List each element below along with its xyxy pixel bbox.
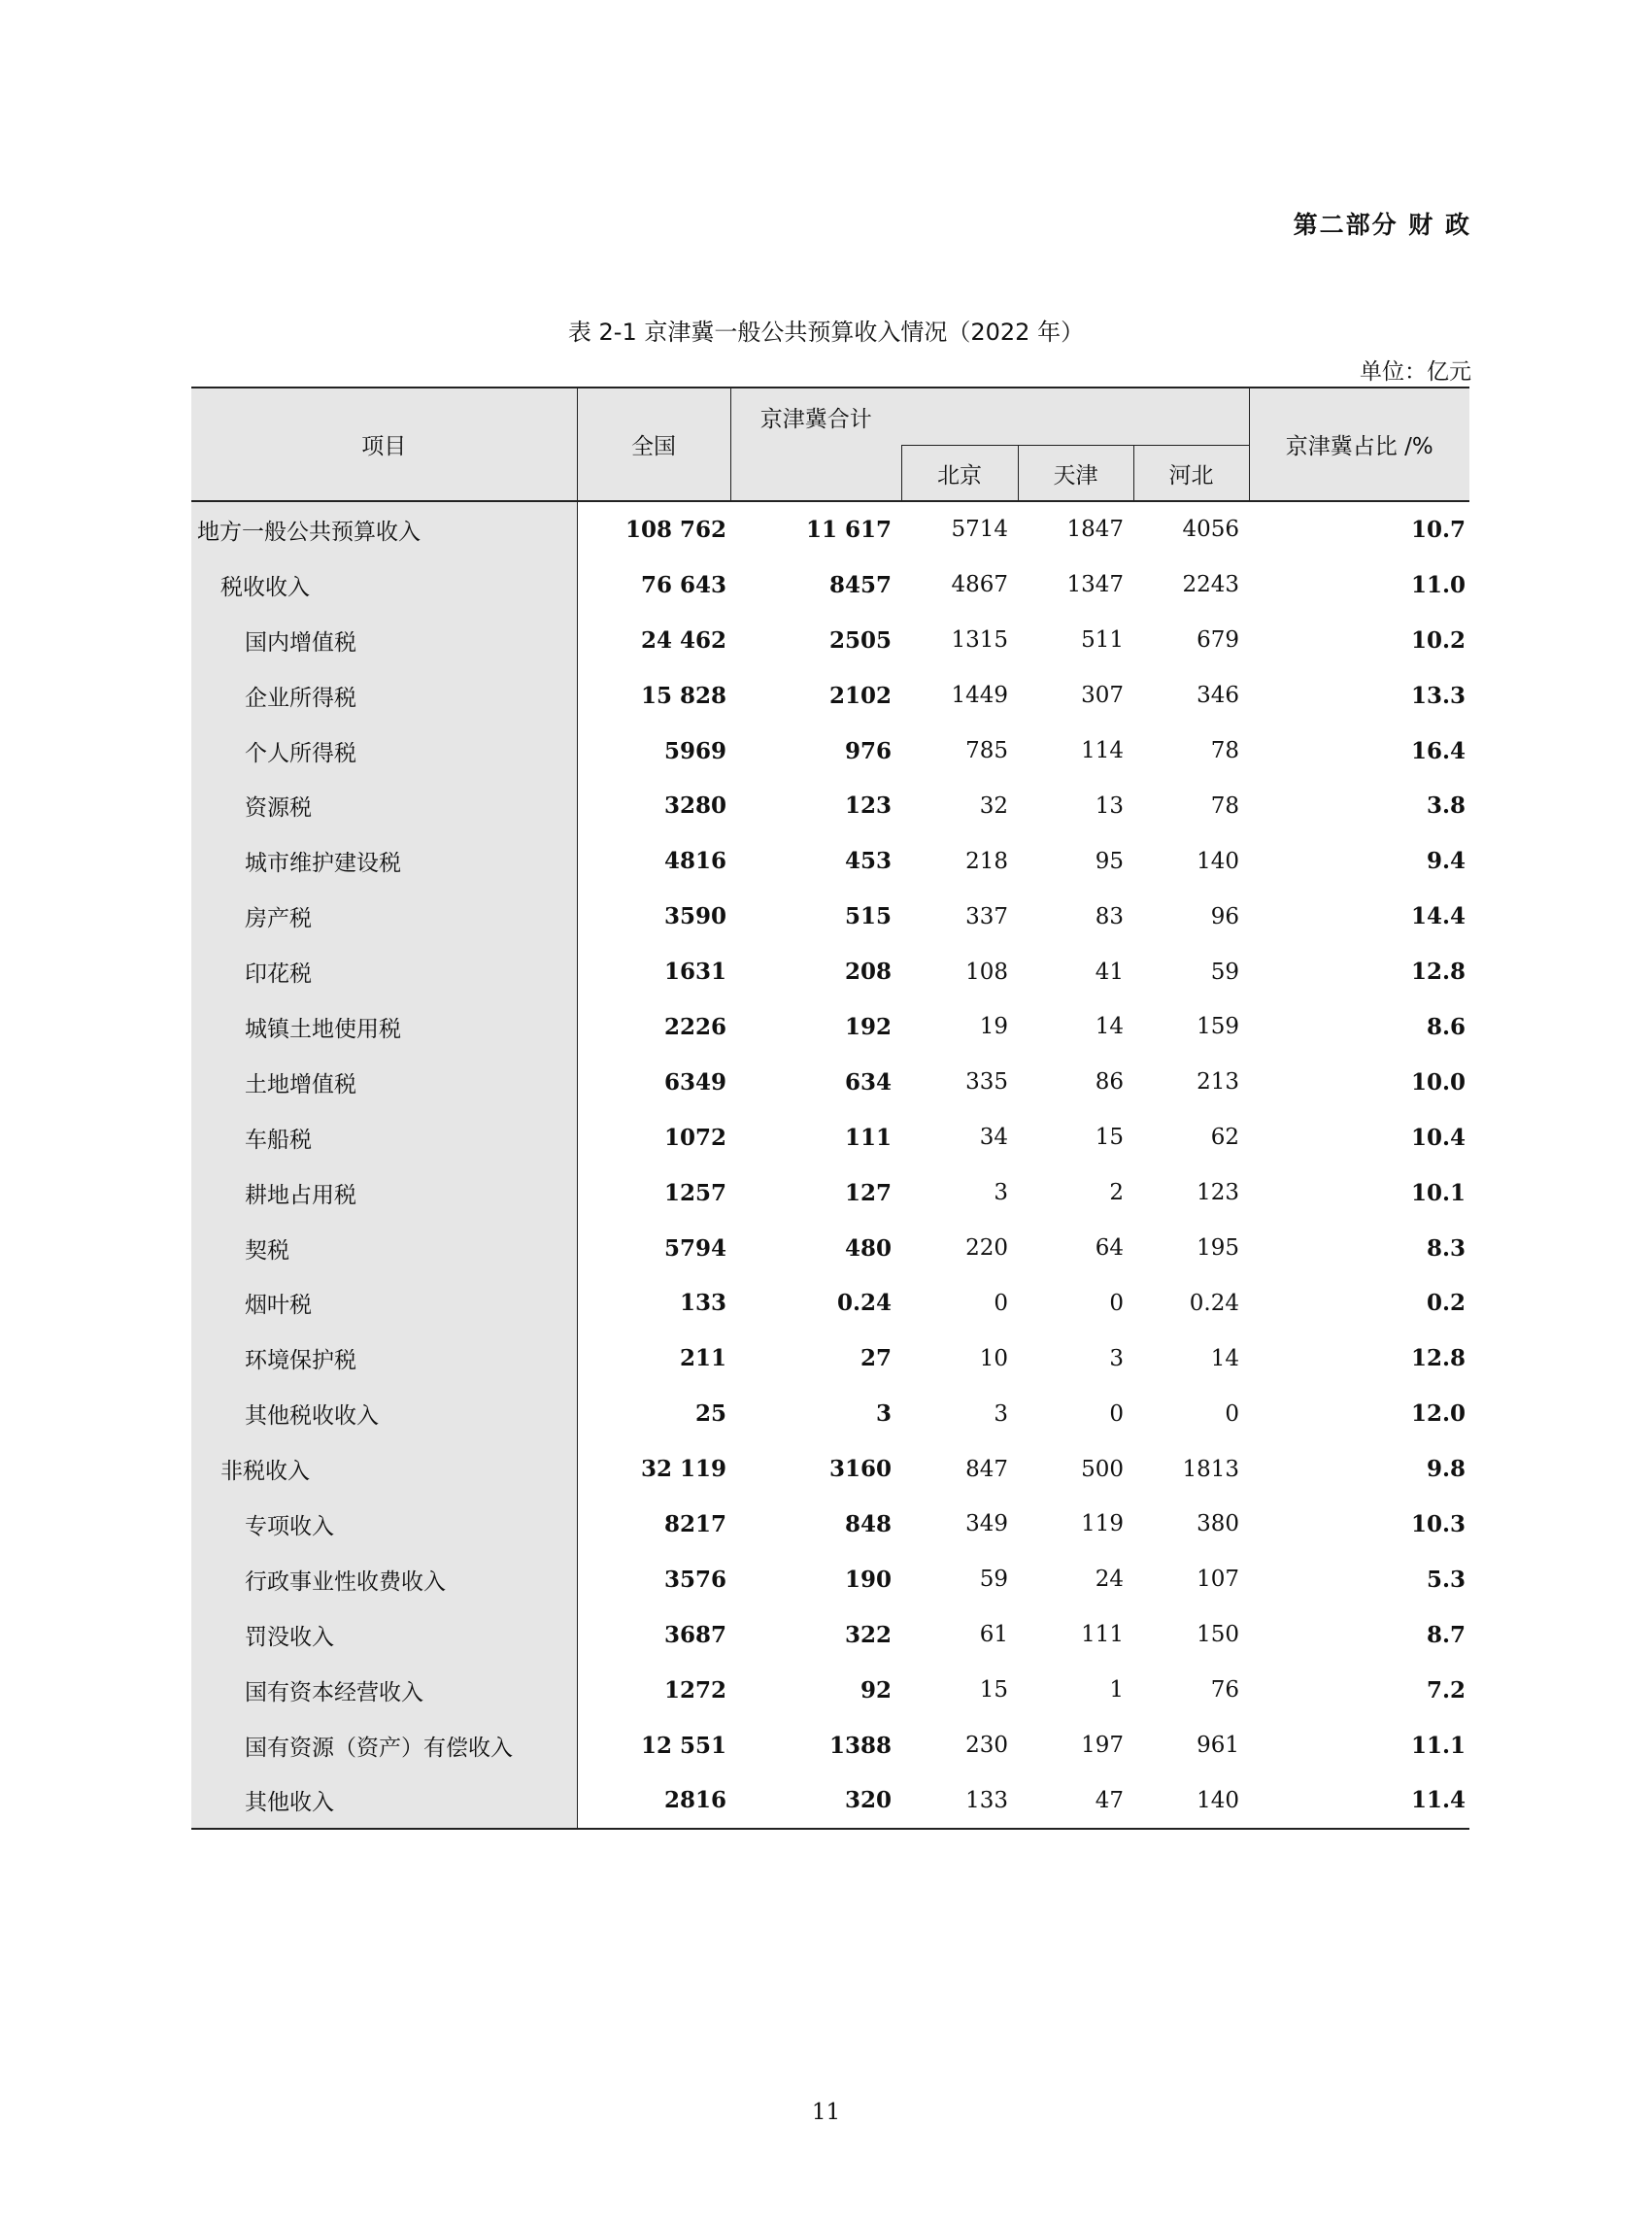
cell-national: 2226 [663,1013,726,1040]
cell-beijing: 785 [965,738,1008,763]
cell-hebei: 140 [1197,848,1240,874]
cell-tianjin: 86 [1095,1069,1124,1096]
cell-national: 1631 [663,959,726,986]
cell-beijing: 5714 [951,517,1008,543]
section-header: 第二部分 财 政 [1293,211,1471,239]
cell-hebei: 62 [1210,1125,1240,1151]
col-header-share: 京津冀占比 /% [1249,388,1469,501]
table-row [191,1718,1469,1773]
cell-national: 12 551 [640,1732,726,1759]
cell-beijing: 32 [979,793,1008,819]
table-row [191,944,1469,999]
cell-hebei: 78 [1210,738,1240,763]
cell-hebei: 679 [1197,627,1240,654]
table-row [191,778,1469,833]
row-label: 行政事业性收费收入 [191,1552,577,1607]
cell-jjj-total: 2505 [828,626,892,654]
cell-hebei: 123 [1197,1180,1240,1206]
cell-jjj-total: 453 [844,848,892,875]
cell-tianjin: 41 [1095,959,1124,985]
cell-beijing: 108 [965,959,1008,985]
cell-jjj-total: 322 [844,1621,892,1648]
cell-jjj-total: 190 [844,1566,892,1593]
row-label: 非税收入 [191,1441,577,1497]
row-label: 烟叶税 [191,1275,577,1331]
table-row [191,1497,1469,1552]
cell-share: 14.4 [1410,903,1467,930]
cell-share: 12.8 [1410,959,1467,986]
cell-hebei: 59 [1210,959,1240,985]
cell-jjj-total: 634 [844,1068,892,1096]
row-label: 国内增值税 [191,613,577,668]
cell-tianjin: 500 [1081,1456,1124,1482]
cell-tianjin: 3 [1109,1345,1124,1371]
cell-tianjin: 114 [1081,738,1124,763]
cell-national: 3576 [663,1566,726,1593]
table-row [191,1663,1469,1718]
cell-beijing: 3 [994,1400,1008,1427]
cell-national: 211 [679,1345,726,1372]
table-row [191,557,1469,613]
cell-national: 32 119 [640,1456,726,1483]
cell-jjj-total: 8457 [828,571,892,598]
cell-share: 10.2 [1410,626,1467,654]
cell-jjj-total: 848 [844,1510,892,1537]
cell-hebei: 380 [1197,1511,1240,1537]
cell-share: 10.0 [1410,1068,1467,1096]
cell-hebei: 76 [1210,1677,1240,1703]
table-row [191,889,1469,944]
row-label: 国有资本经营收入 [191,1663,577,1718]
cell-hebei: 14 [1210,1345,1240,1371]
cell-beijing: 847 [965,1456,1008,1482]
cell-beijing: 34 [979,1125,1008,1151]
col-header-beijing: 北京 [901,446,1018,502]
cell-share: 9.8 [1427,1456,1467,1483]
cell-beijing: 59 [979,1567,1008,1593]
cell-jjj-total: 320 [730,1772,901,1829]
cell-hebei: 150 [1197,1622,1240,1648]
cell-hebei: 96 [1210,903,1240,929]
cell-tianjin: 64 [1095,1235,1124,1262]
cell-share: 11.0 [1410,571,1467,598]
row-label: 专项收入 [191,1497,577,1552]
table-header [191,388,1469,501]
cell-beijing: 1449 [951,683,1008,709]
cell-share: 10.1 [1410,1179,1467,1206]
cell-national: 1272 [663,1676,726,1703]
cell-share: 12.0 [1410,1400,1467,1428]
table-row [191,724,1469,779]
row-label: 车船税 [191,1110,577,1165]
table-row [191,1055,1469,1110]
cell-tianjin: 13 [1095,793,1124,819]
cell-beijing: 61 [979,1622,1008,1648]
table-row [191,1552,1469,1607]
table-row [191,1386,1469,1441]
cell-hebei: 78 [1210,793,1240,819]
cell-beijing: 1315 [951,627,1008,654]
cell-national: 4816 [663,848,726,875]
cell-beijing: 0 [994,1290,1008,1316]
row-label: 国有资源（资产）有偿收入 [191,1718,577,1773]
cell-jjj-total: 92 [860,1676,892,1703]
row-label: 印花税 [191,944,577,999]
cell-tianjin: 14 [1095,1014,1124,1040]
col-header-jjj-total: 京津冀合计 [730,388,901,446]
cell-national: 1072 [663,1124,726,1151]
cell-national: 15 828 [640,682,726,709]
cell-share: 16.4 [1410,737,1467,764]
cell-national: 5794 [663,1234,726,1262]
cell-tianjin: 197 [1081,1733,1124,1759]
cell-tianjin: 83 [1095,903,1124,929]
cell-jjj-total: 480 [844,1234,892,1262]
table-row [191,1275,1469,1331]
cell-tianjin: 307 [1081,683,1124,709]
table-row [191,668,1469,724]
cell-national: 25 [694,1400,726,1428]
cell-jjj-total: 0.24 [836,1290,892,1317]
cell-tianjin: 0 [1109,1290,1124,1316]
cell-share: 7.2 [1427,1676,1467,1703]
col-header-national: 全国 [577,388,730,501]
table-row [191,1165,1469,1221]
cell-national: 3687 [663,1621,726,1648]
cell-share: 8.3 [1427,1234,1467,1262]
cell-share: 13.3 [1410,682,1467,709]
cell-national: 3280 [663,793,726,820]
cell-tianjin: 1847 [1066,517,1124,543]
cell-beijing: 10 [979,1345,1008,1371]
cell-jjj-total: 127 [844,1179,892,1206]
col-header-item: 项目 [191,388,577,501]
table-row [191,1221,1469,1276]
cell-jjj-total: 27 [860,1345,892,1372]
cell-hebei: 140 [1133,1772,1249,1829]
row-label: 个人所得税 [191,724,577,779]
cell-share: 9.4 [1427,848,1467,875]
row-label: 城镇土地使用税 [191,999,577,1055]
cell-share: 0.2 [1427,1290,1467,1317]
table-row [191,1607,1469,1663]
cell-national: 1257 [663,1179,726,1206]
cell-tianjin: 1347 [1066,572,1124,598]
revenue-table [191,387,1469,1830]
cell-hebei: 1813 [1182,1456,1240,1482]
table-row [191,613,1469,668]
cell-share: 10.4 [1410,1124,1467,1151]
cell-beijing: 220 [965,1235,1008,1262]
table-body [191,501,1469,1829]
cell-tianjin: 47 [1018,1772,1133,1829]
table-row [191,833,1469,889]
cell-tianjin: 15 [1095,1125,1124,1151]
col-header-region-group [901,388,1249,446]
row-label: 土地增值税 [191,1055,577,1110]
cell-share: 10.7 [1410,516,1467,543]
cell-tianjin: 95 [1095,848,1124,874]
cell-national: 5969 [663,737,726,764]
cell-national: 133 [679,1290,726,1317]
cell-hebei: 2243 [1182,572,1240,598]
row-label: 地方一般公共预算收入 [191,501,577,557]
cell-share: 11.4 [1249,1772,1469,1829]
cell-jjj-total: 192 [844,1013,892,1040]
row-label: 其他税收收入 [191,1386,577,1441]
table-row [191,1331,1469,1386]
cell-national: 2816 [577,1772,730,1829]
table-row [191,999,1469,1055]
row-label: 房产税 [191,889,577,944]
unit-label: 单位：亿元 [1360,359,1471,385]
col-header-tianjin: 天津 [1018,446,1133,502]
row-label: 耕地占用税 [191,1165,577,1221]
cell-jjj-total: 2102 [828,682,892,709]
cell-jjj-total: 123 [844,793,892,820]
cell-hebei: 346 [1197,683,1240,709]
cell-jjj-total: 11 617 [805,516,892,543]
cell-beijing: 230 [965,1733,1008,1759]
cell-hebei: 0.24 [1189,1290,1240,1316]
cell-national: 3590 [663,903,726,930]
cell-tianjin: 119 [1081,1511,1124,1537]
cell-beijing: 3 [994,1180,1008,1206]
cell-hebei: 0 [1225,1400,1240,1427]
cell-jjj-total: 3160 [828,1456,892,1483]
cell-tianjin: 0 [1109,1400,1124,1427]
cell-beijing: 337 [965,903,1008,929]
row-label: 其他收入 [191,1772,577,1829]
row-label: 企业所得税 [191,668,577,724]
table-row [191,1110,1469,1165]
cell-beijing: 349 [965,1511,1008,1537]
cell-tianjin: 511 [1081,627,1124,654]
cell-national: 24 462 [640,626,726,654]
col-header-jjj-spacer [730,446,901,502]
cell-hebei: 107 [1197,1567,1240,1593]
row-label: 环境保护税 [191,1331,577,1386]
cell-beijing: 218 [965,848,1008,874]
cell-tianjin: 24 [1095,1567,1124,1593]
cell-hebei: 159 [1197,1014,1240,1040]
cell-share: 11.1 [1410,1732,1467,1759]
cell-national: 108 762 [624,516,726,543]
table-row [191,501,1469,557]
cell-share: 5.3 [1427,1566,1467,1593]
row-label: 资源税 [191,778,577,833]
cell-share: 8.7 [1427,1621,1467,1648]
cell-share: 3.8 [1427,793,1467,820]
cell-share: 12.8 [1410,1345,1467,1372]
cell-national: 8217 [663,1510,726,1537]
cell-share: 8.6 [1427,1013,1467,1040]
cell-beijing: 133 [901,1772,1018,1829]
cell-jjj-total: 1388 [828,1732,892,1759]
cell-beijing: 4867 [951,572,1008,598]
cell-jjj-total: 515 [844,903,892,930]
cell-jjj-total: 208 [844,959,892,986]
cell-tianjin: 2 [1109,1180,1124,1206]
row-label: 契税 [191,1221,577,1276]
cell-national: 6349 [663,1068,726,1096]
cell-hebei: 4056 [1182,517,1240,543]
table-title: 表 2-1 京津冀一般公共预算收入情况（2022 年） [567,319,1085,346]
cell-tianjin: 1 [1109,1677,1124,1703]
cell-beijing: 19 [979,1014,1008,1040]
row-label: 税收收入 [191,557,577,613]
col-header-hebei: 河北 [1133,446,1249,502]
cell-hebei: 961 [1197,1733,1240,1759]
row-label: 罚没收入 [191,1607,577,1663]
row-label: 城市维护建设税 [191,833,577,889]
cell-jjj-total: 976 [844,737,892,764]
cell-hebei: 213 [1197,1069,1240,1096]
table-row [191,1772,1469,1829]
cell-national: 76 643 [640,571,726,598]
cell-beijing: 335 [965,1069,1008,1096]
page-number: 11 [811,2100,841,2125]
cell-beijing: 15 [979,1677,1008,1703]
cell-hebei: 195 [1197,1235,1240,1262]
cell-jjj-total: 111 [844,1124,892,1151]
table-row [191,1441,1469,1497]
cell-jjj-total: 3 [875,1400,892,1428]
cell-tianjin: 111 [1081,1622,1124,1648]
cell-share: 10.3 [1410,1510,1467,1537]
